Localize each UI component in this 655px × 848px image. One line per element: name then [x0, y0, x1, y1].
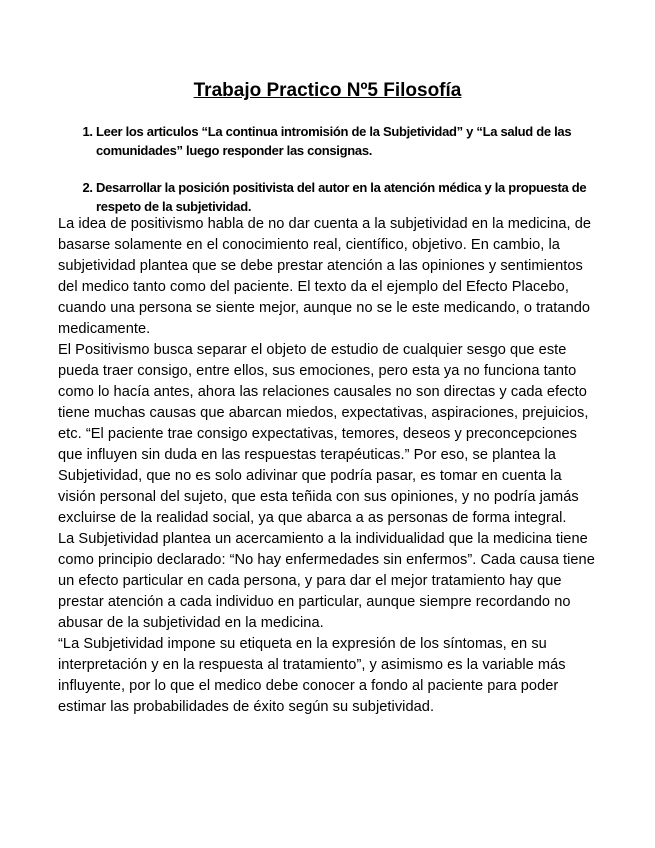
paragraph: El Positivismo busca separar el objeto de estudio de cualquier sesgo que este pueda traer consigo, entre ellos, sus emociones, pero esta ya no funciona tanto como lo hacía antes, ahora las relaciones causales no son directas y cada efecto tiene muchas causas que abarcan miedos, expectativas, aspiraciones, prejuicios, etc. “El paciente trae consigo expectativas, temores, deseos y preconcepciones que influyen sin duda en las respuestas terapéuticas.” Por eso, se plantea la Subjetividad, que no es solo adivinar que podría pasar, es tomar en cuenta la visión personal del sujeto, que esta teñida con sus opiniones, y no podría jamás excluirse de la realidad social, ya que abarca a as personas de forma integral.: [58, 342, 589, 526]
task-item: 2. Desarrollar la posición positivista del autor en la atención médica y la propuesta de respeto de la subjetividad.: [96, 178, 626, 216]
paragraph: La Subjetividad plantea un acercamiento a la individualidad que la medicina tiene como principio declarado: “No hay enfermedades sin enfermos”. Cada causa tiene un efecto particular en cada persona, y para dar el mejor tratamiento hay que prestar atención a cada individuo en particular, aunque siempre recordando no abusar de la subjetividad en la medicina.: [58, 531, 595, 631]
task-item: 1. Leer los articulos “La continua intromisión de la Subjetividad” y “La salud de las comunidades” luego responder las consignas.: [96, 122, 626, 160]
paragraph: “La Subjetividad impone su etiqueta en la expresión de los síntomas, en su interpretación y en la respuesta al tratamiento”, y asimismo es la variable más influyente, por lo que el medico debe conocer a fondo al paciente para poder estimar las probabilidades de éxito según su subjetividad.: [58, 636, 566, 715]
document-title: Trabajo Practico Nº5 Filosofía: [193, 80, 462, 101]
body-text: [58, 214, 600, 718]
paragraph: La idea de positivismo habla de no dar cuenta a la subjetividad en la medicina, de basarse solamente en el conocimiento real, científico, objetivo. En cambio, la subjetividad plantea que se debe prestar atención a las opiniones y sentimientos del medico tanto como del paciente. El texto da el ejemplo del Efecto Placebo, cuando una persona se siente mejor, aunque no se le este medicando, o tratando medicamente.: [58, 216, 592, 337]
task-list: [58, 122, 626, 216]
